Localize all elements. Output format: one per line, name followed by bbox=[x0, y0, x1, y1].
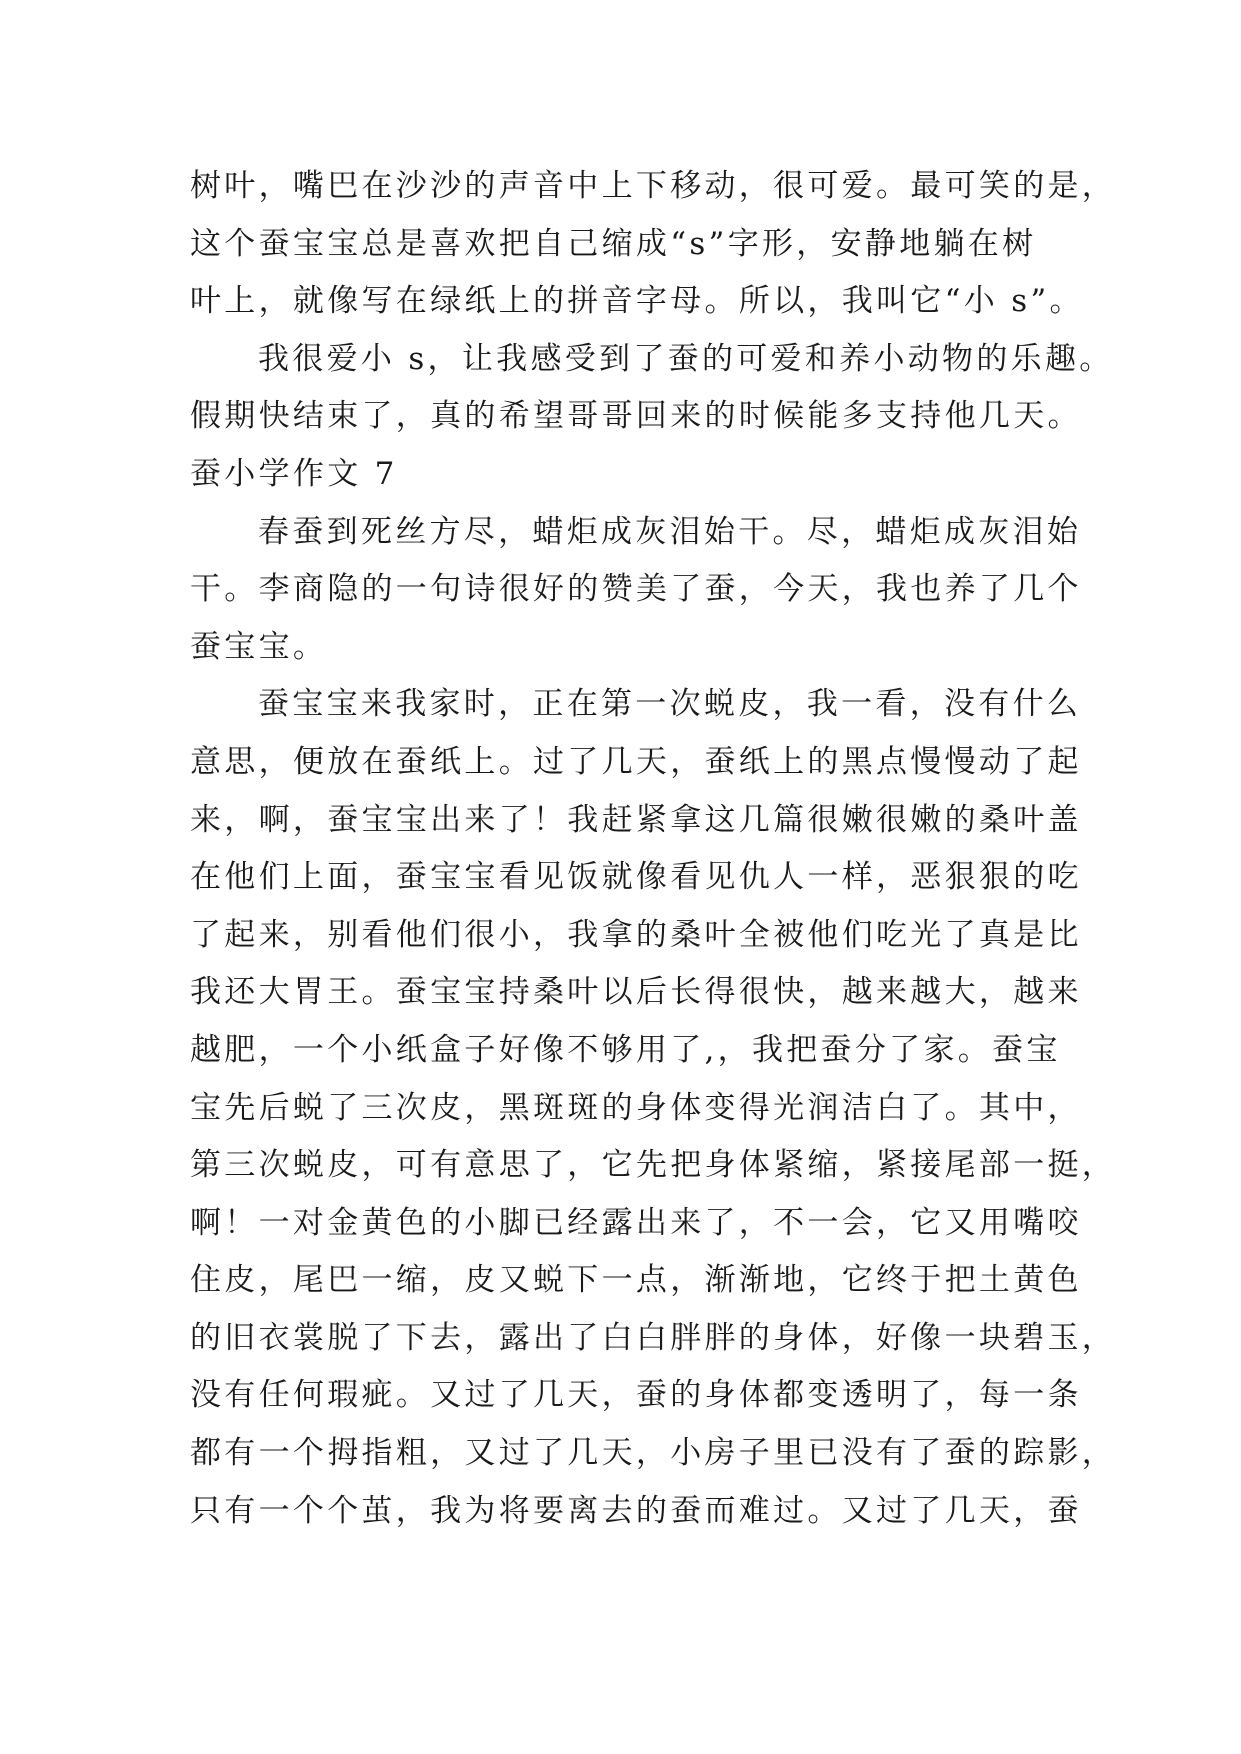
paragraph-start-line: 春蚕到死丝方尽，蜡炬成灰泪始干。尽，蜡炬成灰泪始 bbox=[258, 513, 1082, 550]
document-body bbox=[190, 158, 1117, 1540]
text-line: 在他们上面，蚕宝宝看见饭就像看见仇人一样，恶狠狠的吃 bbox=[190, 859, 1082, 896]
text-line: 假期快结束了，真的希望哥哥回来的时候能多支持他几天。 bbox=[190, 398, 1082, 435]
text-line: 的旧衣裳脱了下去，露出了白白胖胖的身体，好像一块碧玉， bbox=[190, 1319, 1117, 1356]
text-line: 越肥，一个小纸盒子好像不够用了,，我把蚕分了家。蚕宝 bbox=[190, 1031, 1061, 1068]
section-heading: 蚕小学作文 7 bbox=[190, 455, 398, 492]
text-line: 啊！一对金黄色的小脚已经露出来了，不一会，它又用嘴咬 bbox=[190, 1204, 1082, 1241]
text-line: 来，啊，蚕宝宝出来了！我赶紧拿这几篇很嫩很嫩的桑叶盖 bbox=[190, 801, 1082, 838]
text-line: 叶上，就像写在绿纸上的拼音字母。所以，我叫它“小 s”。 bbox=[190, 283, 1084, 320]
paragraph-start-line: 我很爱小 s，让我感受到了蚕的可爱和养小动物的乐趣。 bbox=[258, 340, 1114, 377]
text-line: 没有任何瑕疵。又过了几天，蚕的身体都变透明了，每一条 bbox=[190, 1377, 1082, 1414]
text-line: 我还大胃王。蚕宝宝持桑叶以后长得很快，越来越大，越来 bbox=[190, 974, 1082, 1011]
text-line: 树叶，嘴巴在沙沙的声音中上下移动，很可爱。最可笑的是， bbox=[190, 168, 1117, 204]
text-line: 宝先后蜕了三次皮，黑斑斑的身体变得光润洁白了。其中， bbox=[190, 1089, 1082, 1126]
text-line: 意思，便放在蚕纸上。过了几天，蚕纸上的黑点慢慢动了起 bbox=[190, 743, 1082, 780]
text-line: 蚕宝宝。 bbox=[190, 628, 328, 665]
text-line: 都有一个拇指粗，又过了几天，小房子里已没有了蚕的踪影， bbox=[190, 1435, 1117, 1472]
text-line: 第三次蜕皮，可有意思了，它先把身体紧缩，紧接尾部一挺， bbox=[190, 1147, 1117, 1184]
text-line: 只有一个个茧，我为将要离去的蚕而难过。又过了几天，蚕 bbox=[190, 1492, 1082, 1529]
text-line: 住皮，尾巴一缩，皮又蜕下一点，渐渐地，它终于把土黄色 bbox=[190, 1262, 1082, 1299]
text-line: 干。李商隐的一句诗很好的赞美了蚕，今天，我也养了几个 bbox=[190, 571, 1082, 608]
text-line: 了起来，别看他们很小，我拿的桑叶全被他们吃光了真是比 bbox=[190, 916, 1082, 953]
paragraph-start-line: 蚕宝宝来我家时，正在第一次蜕皮，我一看，没有什么 bbox=[258, 686, 1082, 723]
text-line: 这个蚕宝宝总是喜欢把自己缩成“s”字形，安静地躺在树 bbox=[190, 225, 1037, 262]
